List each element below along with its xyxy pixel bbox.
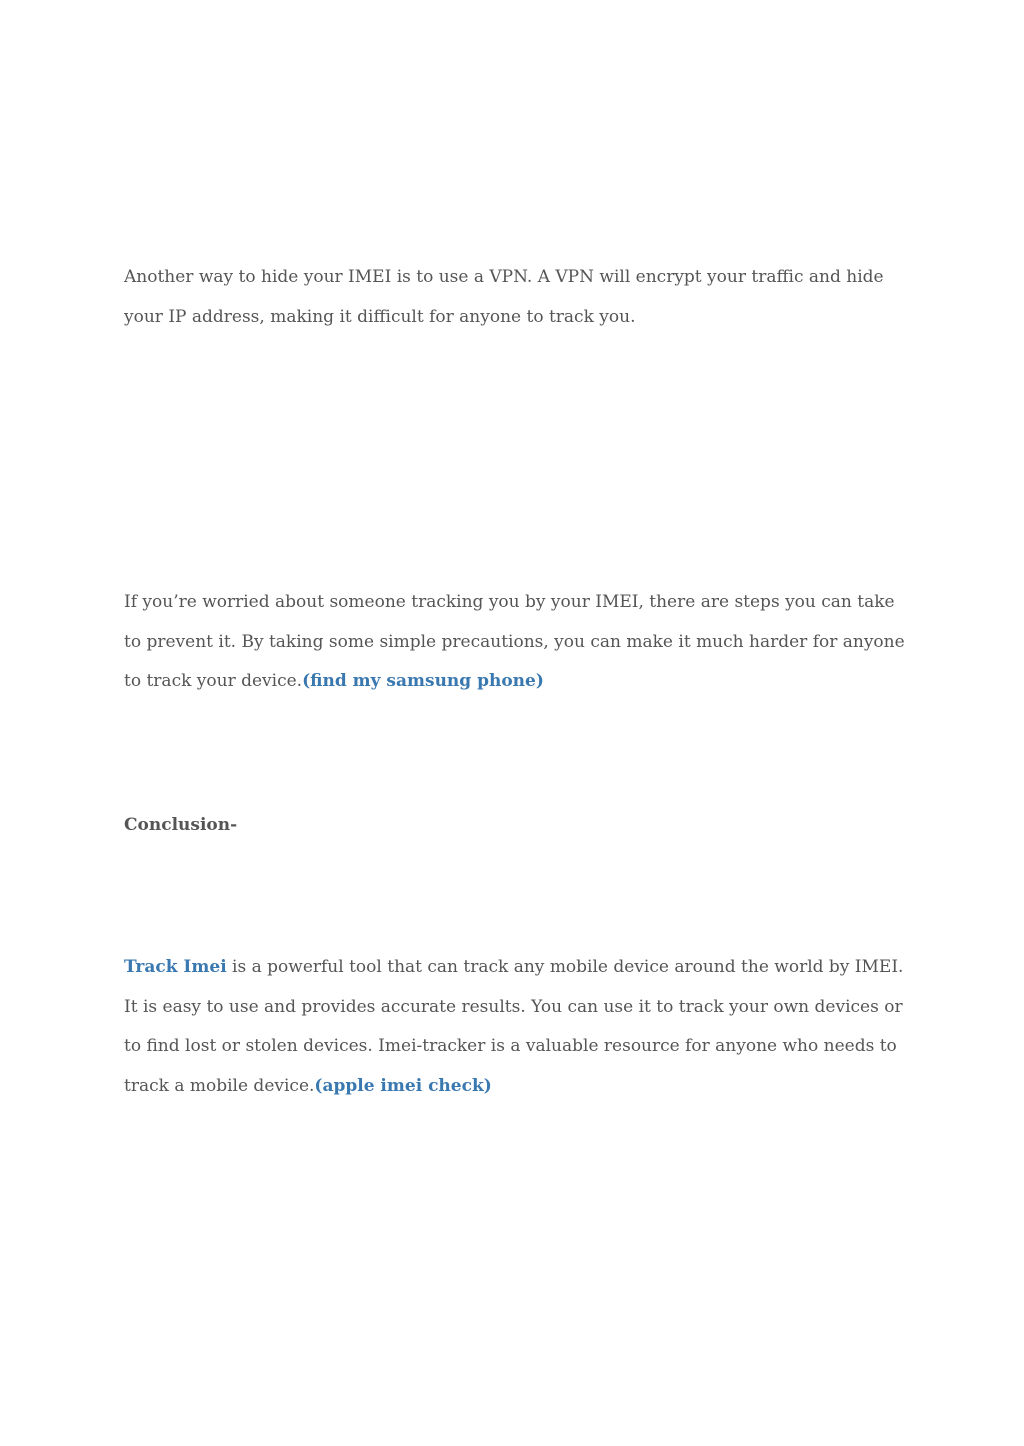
- find-my-samsung-phone-link[interactable]: (find my samsung phone): [302, 671, 544, 692]
- track-imei-link[interactable]: Track Imei: [124, 957, 227, 977]
- paragraph-conclusion-text: is a powerful tool that can track any mobile device around the world by IMEI. It is easy to use and provides accurate results. You can use it to track your own devices or to find lost or stolen devices. Imei-tracker is a valuable resource for anyone who needs to track a mobile device.: [124, 957, 904, 1097]
- paragraph-worried-text: If you’re worried about someone tracking you by your IMEI, there are steps you can take to prevent it. By taking some simple precautions, you can make it much harder for anyone to track your device.: [124, 592, 905, 692]
- paragraph-worried: [124, 583, 906, 702]
- paragraph-conclusion: [124, 948, 906, 1107]
- conclusion-heading: Conclusion-: [124, 815, 238, 835]
- paragraph-vpn: [124, 258, 906, 337]
- paragraph-vpn-text: Another way to hide your IMEI is to use a VPN. A VPN will encrypt your traffic and hide your IP address, making it difficult for anyone to track you.: [124, 267, 884, 327]
- apple-imei-check-link[interactable]: (apple imei check): [314, 1076, 492, 1097]
